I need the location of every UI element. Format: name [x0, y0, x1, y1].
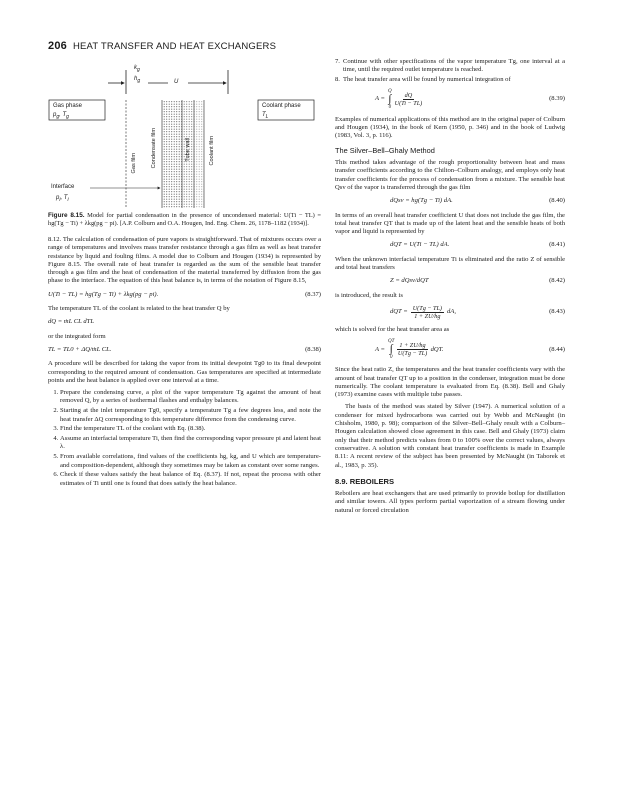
- equation-8-41: dQT = U(Ti − TL) dA. (8.41): [390, 241, 565, 249]
- figure-drawing: [48, 58, 321, 208]
- equation-8-42: Z = dQsv/dQT (8.42): [390, 277, 565, 285]
- coolant-film-label: Coolant film: [209, 136, 215, 166]
- u-label: U: [174, 79, 179, 85]
- condensate-film-fill: [162, 100, 182, 208]
- paragraph: The basis of the method was stated by Silver (1947). A numerical solution of a condenser for mixed hydrocarbons was carried out by Webb and McNaught (in Chisholm, 1980, p. 98); comparison of the Silver–Bell–Ghaly result with a Colburn–Hougen calculation showed close agreement in this case. Bell and Ghaly (1973) claim only that their method predicts values from 0 to 100% over the correct values, always conservative. A solution with constant heat transfer coefficients is made in Example 8.11: A recent review of the subject has been presented by McNaught (in Taborek et al., 1983, p. 35).: [335, 403, 565, 469]
- coolant-film-fill: [194, 100, 204, 208]
- equation-8-38: TL = TL0 + ΔQ/ṁL CL. (8.38): [48, 345, 321, 353]
- gas-film-label: Gas film: [131, 153, 137, 174]
- equation-dq: dQ = ṁL CL dTL: [48, 318, 94, 326]
- interface-vars: $p_i$, $T_i$: [56, 195, 69, 204]
- page-number: 206: [48, 40, 67, 52]
- equation-8-37: U(Ti − TL) = hg(Tg − Ti) + λkg(pg − pi). (8.37): [48, 290, 321, 298]
- equation-8-39: A = Q ∫ 0 $\frac{dQ}{U(Ti - TL)}$ (8.39): [375, 88, 565, 110]
- equation-8-40: dQsv = hg(Tg − Ti) dA. (8.40): [390, 197, 565, 205]
- paragraph: Examples of numerical applications of this method are in the original paper of Colburn and Hougen (1934), in the book of Kern (1950, p. 346) and in the book of Ludwig (1983, Vol. 3, p. 116).: [335, 115, 565, 140]
- list-item: 4. Assume an interfacial temperature Ti, then find the corresponding vapor pressure pi and latent heat λ.: [60, 435, 321, 452]
- running-title: HEAT TRANSFER AND HEAT EXCHANGERS: [72, 41, 277, 52]
- tube-wall-label: Tube wall: [185, 138, 191, 162]
- paragraph: A procedure will be described for taking the vapor from its initial dewpoint Tg0 to its final dewpoint corresponding to the required amount of condensation. Gas temperatures are specified at intermediate points and the heat balance is applied over one interval at a time.: [48, 360, 321, 384]
- right-column: [335, 58, 565, 519]
- coolant-phase-label: Coolant phase: [262, 103, 301, 109]
- caption-text: Model for partial condensation in the presence of uncondensed material: U(Ti − TL) = hg(Tg − Ti) + λkg(pg − pi). [A.P. Colburn and O.A. Hougen, Ind. Eng. Chem. 26, 1178–1182 (1934)].: [48, 212, 321, 227]
- list-item: 2. Starting at the inlet temperature Tg0, specify a temperature Tg a few degrees less, and note the heat transfer ΔQ corresponding to this temperature difference from the condensing curve.: [60, 407, 321, 424]
- figure-8-15: [48, 58, 321, 208]
- list-item: 7. Continue with other specifications of the vapor temperature Tg, one interval at a time, until the required outlet temperature is reached.: [335, 58, 565, 74]
- equation-8-44: A = QT ∫ 0 $\frac{1 + ZU/hg}{U(Tg - TL)}$ dQT. (8.44): [375, 339, 565, 361]
- paragraph: which is solved for the heat transfer area as: [335, 325, 450, 333]
- left-column: [48, 58, 321, 489]
- paragraph: Reboilers are heat exchangers that are used primarily to provide boilup for distillation and similar towers. All types perform partial vaporization of a stream flowing under natural or forced circulation: [335, 490, 565, 514]
- caption-label: Figure 8.15.: [48, 212, 85, 219]
- paragraph: In terms of an overall heat transfer coefficient U that does not include the gas film, the total heat transfer QT that is made up of the latent heat and the sensible heats of both vapor and liquid is represented by: [335, 211, 565, 236]
- list-item: 6. Check if these values satisfy the heat balance of Eq. (8.37). If not, repeat the process with other estimates of Ti until one is found that does satisfy the heat balance.: [60, 471, 321, 488]
- kg-label: $k_g$: [134, 65, 140, 74]
- paragraph: This method takes advantage of the rough proportionality between heat and mass transfer coefficients according to the Chilton–Colburn analogy, and employs only heat transfer coefficients for the process of condensation from a mixture. The sensible heat Qsv of the vapor is transferred through the gas film: [335, 159, 565, 191]
- page-header: [48, 40, 276, 52]
- paragraph: The temperature TL of the coolant is related to the heat transfer Q by: [48, 305, 230, 313]
- paragraph: 8.12. The calculation of condensation of pure vapors is straightforward. That of mixtures occurs over a range of temperatures and involves mass transfer resistance through a gas film as well as heat transfer resistance by liquid and fouling films. A model due to Colburn and Hougen (1934) is represented by Figure 8.15. The overall rate of heat transfer is regarded as the sum of the sensible heat transfer through a gas film and the heat of condensation of the material transferred by diffusion from the gas phase to the interface. The equation of this heat balance is, in terms of the notation of Figure 8.15,: [48, 236, 321, 285]
- condensate-film-label: Condensate film: [151, 128, 157, 169]
- list-item: 3. Find the temperature TL of the coolant with Eq. (8.38).: [60, 425, 321, 433]
- list-item: 5. From available correlations, find values of the coefficients hg, kg, and U which are temperature- and composition-dependent, although they sometimes may be taken as constant over some ranges.: [60, 453, 321, 470]
- paragraph: or the integrated form: [48, 332, 106, 340]
- paragraph: When the unknown interfacial temperature Ti is eliminated and the ratio Z of sensible and total heat transfers: [335, 255, 565, 272]
- figure-caption: [48, 212, 321, 228]
- gas-vars: $p_g$, $T_g$: [53, 112, 69, 121]
- paragraph: is introduced, the result is: [335, 291, 403, 299]
- list-item: 1. Prepare the condensing curve, a plot of the vapor temperature Tg against the amount of heat removed Q, by a series of isothermal flashes and enthalpy balances.: [60, 389, 321, 406]
- equation-8-43: dQT = $\frac{U(Tg - TL)}{1 + ZU/hg}$ dA, (8.43): [390, 304, 565, 320]
- section-heading: The Silver–Bell–Ghaly Method: [335, 145, 435, 155]
- hg-label: $h_g$: [134, 76, 141, 85]
- list-item: 8. The heat transfer area will be found by numerical integration of: [335, 75, 511, 83]
- gas-phase-label: Gas phase: [53, 103, 83, 109]
- procedure-list: [48, 389, 321, 488]
- section-heading: 8.9. REBOILERS: [335, 476, 395, 486]
- paragraph: Since the heat ratio Z, the temperatures and the heat transfer coefficients vary with the amount of heat transfer QT up to a position in the condenser, integration must be done numerically. The coolant temperature is evaluated from Eq. (8.38). Bell and Ghaly (1973) examine cases with multiple tube passes.: [335, 366, 565, 399]
- interface-label: Interface: [51, 184, 75, 190]
- coolant-var: $T_L$: [262, 112, 269, 121]
